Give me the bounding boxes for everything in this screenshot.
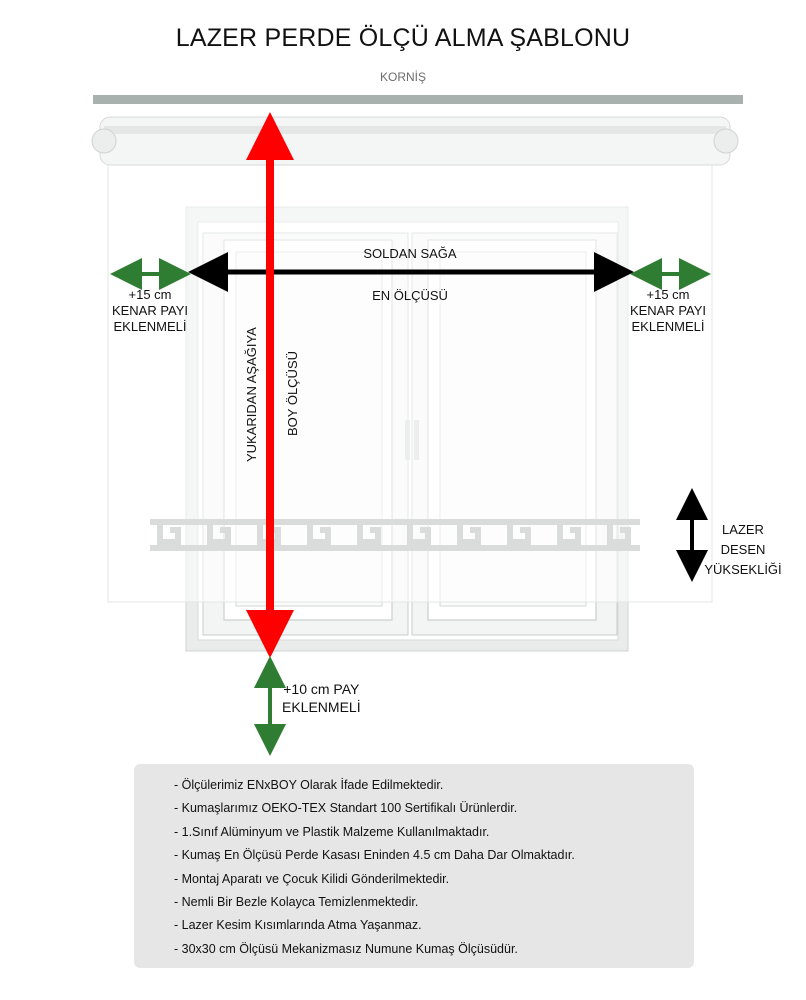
left-allowance-label: +15 cm KENAR PAYI EKLENMELİ xyxy=(111,287,189,334)
right-allowance-label: +15 cm KENAR PAYI EKLENMELİ xyxy=(629,287,707,334)
note-item: - Montaj Aparatı ve Çocuk Kilidi Gönderilmektedir. xyxy=(174,871,450,886)
rail-label: KORNİŞ xyxy=(379,70,426,84)
note-item: - Ölçülerimiz ENxBOY Olarak İfade Edilmektedir. xyxy=(174,778,444,792)
note-item: - 30x30 cm Ölçüsü Mekanizmasız Numune Kumaş Ölçüsüdür. xyxy=(174,941,518,956)
notes-panel xyxy=(134,764,694,968)
note-item: - Kumaşlarımız OEKO-TEX Standart 100 Sertifikalı Ürünlerdir. xyxy=(174,801,518,816)
bottom-allowance-label: +10 cm PAY EKLENMELİ xyxy=(282,681,361,715)
width-label-bottom: EN ÖLÇÜSÜ xyxy=(372,288,448,303)
pattern-height-label: LAZER DESEN YÜKSEKLİĞİ xyxy=(704,522,782,577)
drop-label-measure: BOY ÖLÇÜSÜ xyxy=(285,350,300,436)
curtain-rail xyxy=(93,95,743,104)
width-label-top: SOLDAN SAĞA xyxy=(363,246,457,261)
drop-label-direction: YUKARIDAN AŞAĞIYA xyxy=(244,327,259,462)
notes-list xyxy=(134,764,694,961)
blind-cassette xyxy=(92,117,738,165)
page-title: LAZER PERDE ÖLÇÜ ALMA ŞABLONU xyxy=(175,24,631,52)
note-item: - Kumaş En Ölçüsü Perde Kasası Eninden 4.5 cm Daha Dar Olmaktadır. xyxy=(174,848,575,863)
note-item: - 1.Sınıf Alüminyum ve Plastik Malzeme Kullanılmaktadır. xyxy=(174,824,490,839)
note-item: - Nemli Bir Bezle Kolayca Temizlenmektedir. xyxy=(174,895,419,910)
note-item: - Lazer Kesim Kısımlarında Atma Yaşanmaz. xyxy=(174,918,422,933)
